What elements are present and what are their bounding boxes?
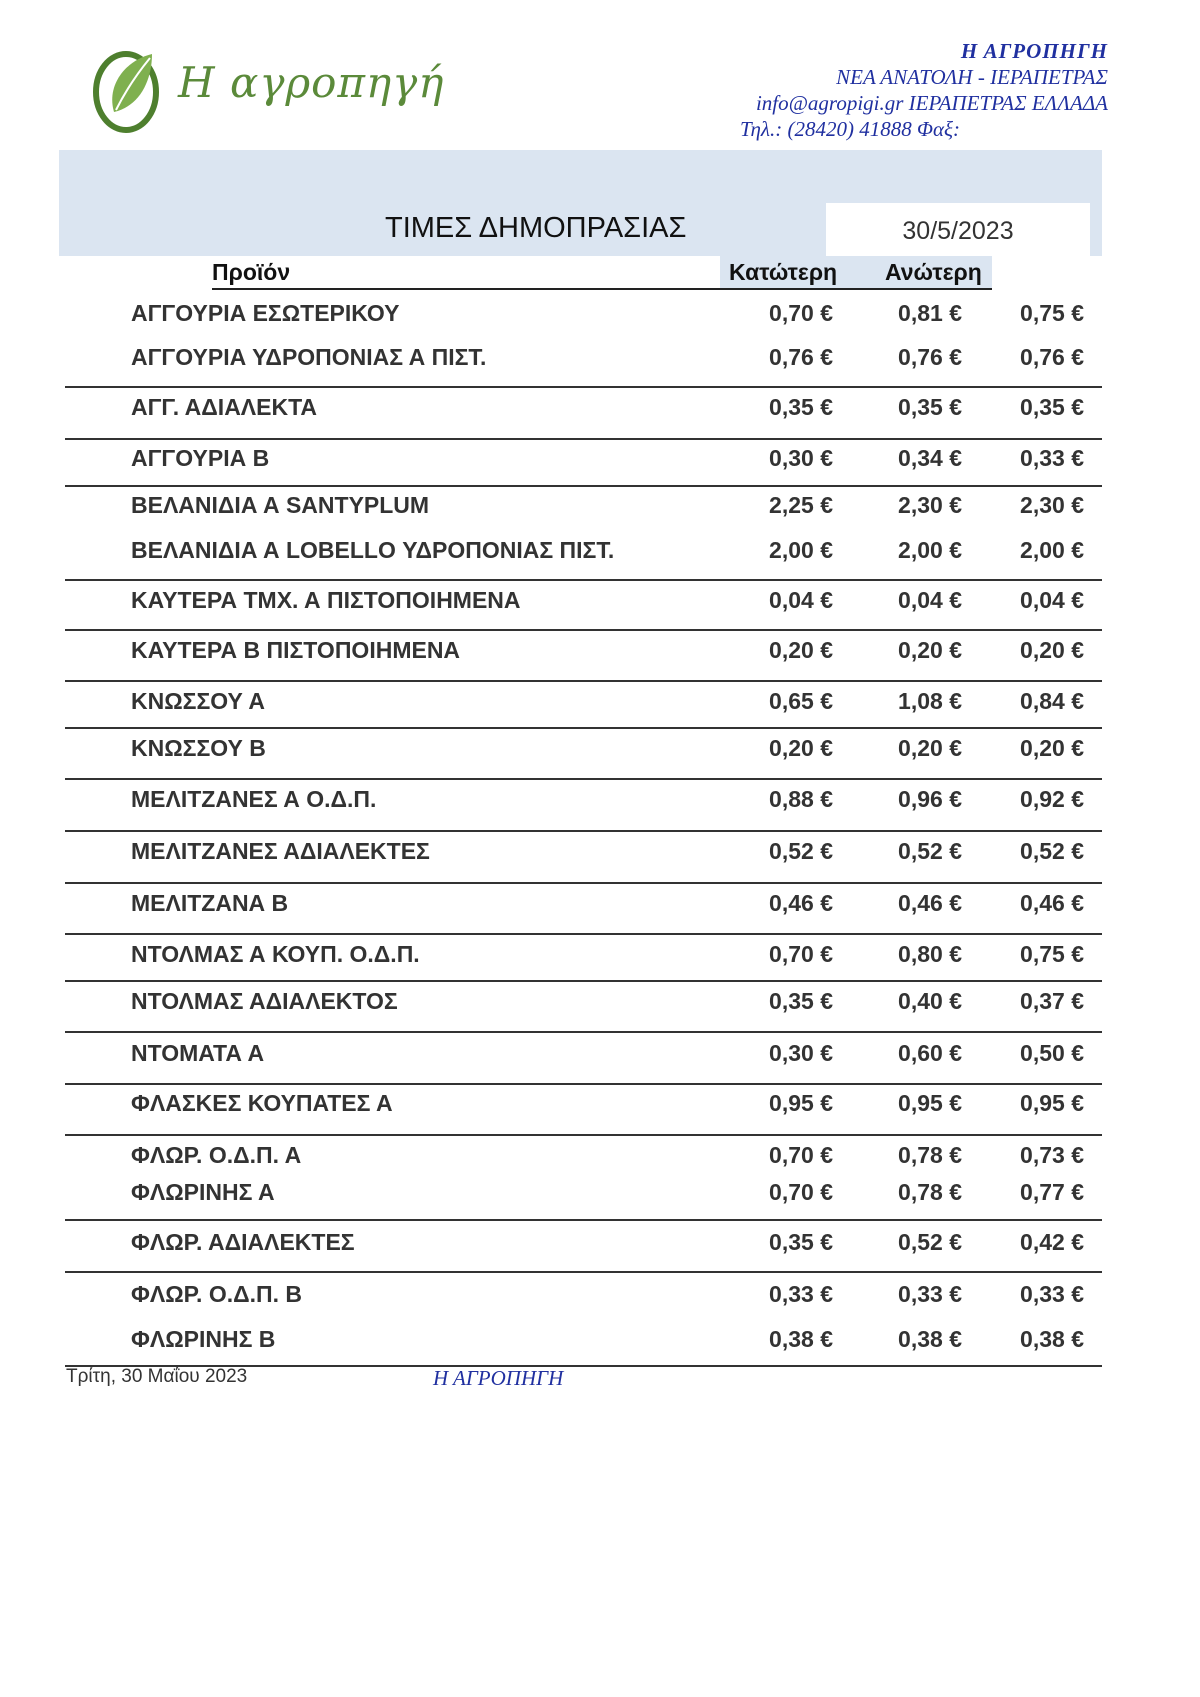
header-underline (212, 288, 992, 290)
price-high: 0,96 € (898, 786, 962, 812)
price-high: 0,52 € (898, 1229, 962, 1255)
price-low: 0,46 € (769, 890, 833, 916)
price-high: 0,38 € (898, 1326, 962, 1352)
price-high: 0,46 € (898, 890, 962, 916)
price-high: 0,04 € (898, 587, 962, 613)
price-avg: 0,04 € (1020, 587, 1084, 613)
column-header-product: Προϊόν (212, 259, 291, 285)
price-low: 0,38 € (769, 1326, 833, 1352)
price-high: 0,20 € (898, 735, 962, 761)
row-divider (65, 1031, 1102, 1033)
product-name: ΜΕΛΙΤΖΑΝΕΣ ΑΔΙΑΛΕΚΤΕΣ (131, 838, 430, 864)
product-name: ΑΓΓ. ΑΔΙΑΛΕΚΤΑ (131, 394, 318, 420)
price-low: 0,33 € (769, 1281, 833, 1307)
row-divider (65, 980, 1102, 982)
price-low: 0,04 € (769, 587, 833, 613)
price-low: 0,95 € (769, 1090, 833, 1116)
product-name: ΦΛΩΡ. Ο.Δ.Π. Β (131, 1281, 303, 1307)
row-divider (65, 579, 1102, 581)
footer-company: Η ΑΓΡΟΠΗΓΗ (433, 1366, 564, 1390)
product-name: ΦΛΑΣΚΕΣ ΚΟΥΠΑΤΕΣ Α (131, 1090, 393, 1116)
price-avg: 0,37 € (1020, 988, 1084, 1014)
row-divider (65, 933, 1102, 935)
column-header-high: Ανώτερη (885, 259, 982, 285)
price-high: 0,81 € (898, 300, 962, 326)
price-avg: 0,35 € (1020, 394, 1084, 420)
footer-date: Τρίτη, 30 Μαΐου 2023 (66, 1366, 248, 1387)
price-low: 0,88 € (769, 786, 833, 812)
price-high: 0,95 € (898, 1090, 962, 1116)
product-name: ΝΤΟΛΜΑΣ Α ΚΟΥΠ. Ο.Δ.Π. (131, 941, 420, 967)
price-avg: 0,73 € (1020, 1142, 1084, 1168)
row-divider (65, 680, 1102, 682)
price-low: 0,30 € (769, 1040, 833, 1066)
report-date: 30/5/2023 (826, 203, 1090, 259)
price-high: 0,80 € (898, 941, 962, 967)
price-avg: 0,46 € (1020, 890, 1084, 916)
price-high: 0,35 € (898, 394, 962, 420)
row-divider (65, 629, 1102, 631)
price-avg: 2,00 € (1020, 537, 1084, 563)
price-low: 0,65 € (769, 688, 833, 714)
price-low: 0,20 € (769, 735, 833, 761)
product-name: ΝΤΟΜΑΤΑ Α (131, 1040, 265, 1066)
price-high: 0,78 € (898, 1142, 962, 1168)
row-divider (65, 485, 1102, 487)
price-avg: 0,52 € (1020, 838, 1084, 864)
price-avg: 0,95 € (1020, 1090, 1084, 1116)
price-avg: 0,33 € (1020, 445, 1084, 471)
price-low: 0,70 € (769, 300, 833, 326)
row-divider (65, 1219, 1102, 1221)
page-title: ΤΙΜΕΣ ΔΗΜΟΠΡΑΣΙΑΣ (385, 212, 687, 244)
row-divider (65, 727, 1102, 729)
price-high: 2,30 € (898, 492, 962, 518)
product-name: ΝΤΟΛΜΑΣ ΑΔΙΑΛΕΚΤΟΣ (131, 988, 398, 1014)
product-name: ΦΛΩΡ. Ο.Δ.Π. Α (131, 1142, 302, 1168)
price-avg: 0,84 € (1020, 688, 1084, 714)
company-email[interactable]: info@agropigi.gr ΙΕΡΑΠΕΤΡΑΣ ΕΛΛΑΔΑ (755, 91, 1108, 115)
product-name: ΑΓΓΟΥΡΙΑ ΥΔΡΟΠΟΝΙΑΣ Α ΠΙΣΤ. (131, 344, 487, 370)
price-avg: 0,76 € (1020, 344, 1084, 370)
product-name: ΒΕΛΑΝΙΔΙΑ Α LOBELLO ΥΔΡΟΠΟΝΙΑΣ ΠΙΣΤ. (131, 537, 615, 563)
price-avg: 0,20 € (1020, 637, 1084, 663)
row-divider (65, 1083, 1102, 1085)
company-info (740, 38, 1108, 142)
price-avg: 0,50 € (1020, 1040, 1084, 1066)
row-divider (65, 830, 1102, 832)
price-high: 2,00 € (898, 537, 962, 563)
row-divider (65, 1271, 1102, 1273)
row-divider (65, 386, 1102, 388)
product-name: ΑΓΓΟΥΡΙΑ ΕΣΩΤΕΡΙΚΟΥ (131, 300, 400, 326)
leaf-logo-icon (86, 40, 176, 140)
company-address: ΝΕΑ ΑΝΑΤΟΛΗ - ΙΕΡΑΠΕΤΡΑΣ (836, 65, 1108, 89)
price-high: 0,34 € (898, 445, 962, 471)
price-avg: 0,33 € (1020, 1281, 1084, 1307)
price-low: 0,35 € (769, 394, 833, 420)
product-name: ΦΛΩΡΙΝΗΣ Α (131, 1179, 275, 1205)
price-avg: 0,77 € (1020, 1179, 1084, 1205)
row-divider (65, 1134, 1102, 1136)
product-name: ΚΝΩΣΣΟΥ Β (131, 735, 266, 761)
price-avg: 2,30 € (1020, 492, 1084, 518)
price-avg: 0,38 € (1020, 1326, 1084, 1352)
price-low: 2,00 € (769, 537, 833, 563)
column-header-low: Κατώτερη (729, 259, 838, 285)
price-avg: 0,75 € (1020, 300, 1084, 326)
product-name: ΒΕΛΑΝΙΔΙΑ Α SANTYPLUM (131, 492, 430, 518)
product-name: ΑΓΓΟΥΡΙΑ Β (131, 445, 270, 471)
price-high: 0,52 € (898, 838, 962, 864)
price-high: 0,33 € (898, 1281, 962, 1307)
company-name: Η ΑΓΡΟΠΗΓΗ (960, 39, 1108, 63)
product-name: ΦΛΩΡ. ΑΔΙΑΛΕΚΤΕΣ (131, 1229, 355, 1255)
product-name: ΦΛΩΡΙΝΗΣ Β (131, 1326, 276, 1352)
price-high: 0,78 € (898, 1179, 962, 1205)
row-divider (65, 438, 1102, 440)
product-name: ΚΑΥΤΕΡΑ Β ΠΙΣΤΟΠΟΙΗΜΕΝΑ (131, 637, 461, 663)
row-divider (65, 882, 1102, 884)
price-low: 0,52 € (769, 838, 833, 864)
product-name: ΚΑΥΤΕΡΑ ΤΜΧ. Α ΠΙΣΤΟΠΟΙΗΜΕΝΑ (131, 587, 521, 613)
price-high: 0,60 € (898, 1040, 962, 1066)
price-high: 0,20 € (898, 637, 962, 663)
price-avg: 0,92 € (1020, 786, 1084, 812)
price-low: 0,20 € (769, 637, 833, 663)
price-high: 1,08 € (898, 688, 962, 714)
price-low: 0,76 € (769, 344, 833, 370)
price-low: 0,35 € (769, 988, 833, 1014)
price-low: 0,70 € (769, 1179, 833, 1205)
logo-text: Η αγροπηγή (178, 58, 445, 107)
product-name: ΜΕΛΙΤΖΑΝΕΣ Α Ο.Δ.Π. (131, 786, 377, 812)
price-high: 0,76 € (898, 344, 962, 370)
price-avg: 0,75 € (1020, 941, 1084, 967)
company-phone: Τηλ.: (28420) 41888 Φαξ: (739, 117, 960, 141)
product-name: ΜΕΛΙΤΖΑΝΑ Β (131, 890, 289, 916)
price-low: 0,70 € (769, 1142, 833, 1168)
price-low: 0,30 € (769, 445, 833, 471)
price-low: 0,70 € (769, 941, 833, 967)
price-avg: 0,42 € (1020, 1229, 1084, 1255)
price-avg: 0,20 € (1020, 735, 1084, 761)
product-name: ΚΝΩΣΣΟΥ Α (131, 688, 266, 714)
price-low: 0,35 € (769, 1229, 833, 1255)
price-low: 2,25 € (769, 492, 833, 518)
company-logo (86, 40, 445, 140)
row-divider (65, 778, 1102, 780)
price-high: 0,40 € (898, 988, 962, 1014)
